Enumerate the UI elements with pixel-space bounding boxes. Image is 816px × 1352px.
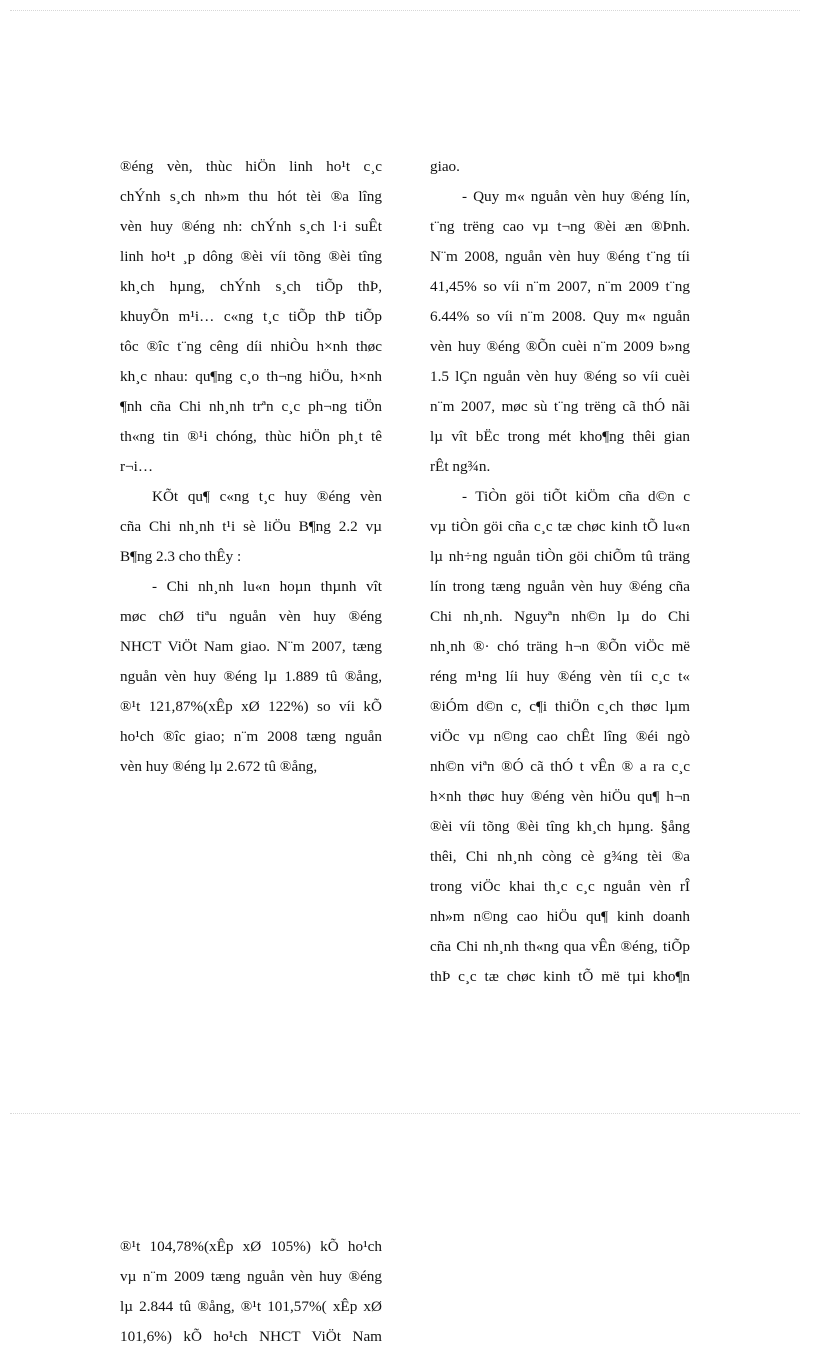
paragraph-target-continued (120, 1232, 382, 1352)
text-line: rÊt ng¾n. (430, 458, 491, 475)
paragraph-savings-deposits (430, 482, 690, 992)
text-line: vèn huy ®éng lµ 2.672 tû ®ång, (120, 758, 318, 775)
text-line: trong viÖc khai th¸c c¸c nguån vèn rÎ (430, 878, 690, 895)
paragraph-funding-policy (120, 152, 382, 482)
text-line: chÝnh s¸ch nh»m thu hót tèi ®a lîng (120, 188, 382, 205)
text-line: N¨m 2008, nguån vèn huy ®éng t¨ng tíi (430, 248, 690, 265)
text-line: Chi nh¸nh. Nguyªn nh©n lµ do Chi (430, 608, 690, 625)
text-line: 1.5 lÇn nguån vèn huy ®éng so víi cuèi (430, 368, 690, 385)
text-line: ®iÓm d©n c, c¶i thiÖn c¸ch thøc lµm (430, 698, 690, 715)
text-line: cña Chi nh¸nh t¹i sè liÖu B¶ng 2.2 vµ (120, 518, 382, 535)
text-line: vµ tiÒn göi cña c¸c tæ chøc kinh tÕ lu«n (430, 518, 690, 535)
text-line: B¶ng 2.3 cho thÊy : (120, 548, 242, 565)
text-line: - Chi nh¸nh lu«n hoµn thµnh vît (152, 578, 382, 595)
text-line: lµ vît bËc trong mét kho¶ng thêi gian (430, 428, 690, 445)
text-line: kh¸ch hµng, chÝnh s¸ch tiÕp thÞ, (120, 278, 382, 295)
text-line: ®¹t 121,87%(xÊp xØ 122%) so víi kÕ (120, 698, 382, 715)
text-line: tôc ®îc t¨ng cêng díi nhiÒu h×nh thøc (120, 338, 382, 355)
text-line: vèn huy ®éng ®Õn cuèi n¨m 2009 b»ng (430, 338, 690, 355)
text-line: ®èi víi tõng ®èi tîng kh¸ch hµng. §ång (430, 818, 690, 835)
blank-gap (120, 782, 382, 1232)
text-line: - TiÒn göi tiÕt kiÖm cña d©n c (462, 488, 690, 505)
text-line: t¨ng trëng cao vµ t¬ng ®èi æn ®Þnh. (430, 218, 690, 235)
text-line: ho¹ch ®îc giao; n¨m 2008 tæng nguån (120, 728, 382, 745)
text-line: KÕt qu¶ c«ng t¸c huy ®éng vèn (152, 488, 382, 505)
text-line: r¬i… (120, 458, 154, 475)
text-line: giao. (430, 158, 460, 175)
text-line: n¨m 2007, møc sù t¨ng trëng cã thÓ nãi (430, 398, 690, 415)
text-line: vèn huy ®éng nh: chÝnh s¸ch l·i suÊt (120, 218, 382, 235)
paragraph-target-achievement (120, 572, 382, 782)
paragraph-continuation (430, 152, 690, 182)
text-line: viÖc vµ n©ng cao chÊt lîng ®éi ngò (430, 728, 690, 745)
right-column (430, 152, 690, 992)
text-line: thÞ c¸c tæ chøc kinh tÕ më tµi kho¶n (430, 968, 690, 985)
text-line: nguån vèn huy ®éng lµ 1.889 tû ®ång, (120, 668, 382, 685)
text-line: lµ nh÷ng nguån tiÒn göi chiÕm tû träng (430, 548, 690, 565)
text-line: møc chØ tiªu nguån vèn huy ®éng (120, 608, 382, 625)
text-line: th«ng tin ®¹i chóng, thùc hiÖn ph¸t tê (120, 428, 382, 445)
text-line: vµ n¨m 2009 tæng nguån vèn huy ®éng (120, 1268, 382, 1285)
text-line: 101,6%) kÕ ho¹ch NHCT ViÖt Nam (120, 1328, 382, 1345)
text-line: lµ 2.844 tû ®ång, ®¹t 101,57%( xÊp xØ (120, 1298, 382, 1315)
text-line: linh ho¹t ¸p dông ®èi víi tõng ®èi tîng (120, 248, 382, 265)
text-line: khuyÕn m¹i… c«ng t¸c tiÕp thÞ tiÕp (120, 308, 382, 325)
text-line: 41,45% so víi n¨m 2007, n¨m 2009 t¨ng (430, 278, 690, 295)
text-line: 6.44% so víi n¨m 2008. Quy m« nguån (430, 308, 690, 325)
paragraph-results-intro (120, 482, 382, 572)
text-line: h×nh thøc huy ®éng vèn hiÖu qu¶ h¬n (430, 788, 690, 805)
paragraph-scale-growth (430, 182, 690, 482)
text-line: NHCT ViÖt Nam giao. N¨m 2007, tæng (120, 638, 382, 655)
left-column (120, 152, 382, 1352)
text-line: nh©n viªn ®Ó cã thÓ t vÊn ® a ra c¸c (430, 758, 690, 775)
text-line: ®¹t 104,78%(xÊp xØ 105%) kÕ ho¹ch (120, 1238, 382, 1255)
text-line: thêi, Chi nh¸nh còng cè g¾ng tèi ®a (430, 848, 690, 865)
text-line: ¶nh cña Chi nh¸nh trªn c¸c ph¬ng tiÖn (120, 398, 382, 415)
text-line: réng m¹ng líi huy ®éng vèn tíi c¸c t« (430, 668, 690, 685)
text-line: ®éng vèn, thùc hiÖn linh ho¹t c¸c (120, 158, 382, 175)
text-line: nh»m n©ng cao hiÖu qu¶ kinh doanh (430, 908, 690, 925)
text-line: cña Chi nh¸nh th«ng qua vÊn ®éng, tiÕp (430, 938, 690, 955)
text-line: nh¸nh ®· chó träng h¬n ®Õn viÖc më (430, 638, 690, 655)
text-line: - Quy m« nguån vèn huy ®éng lín, (462, 188, 690, 205)
text-line: lín trong tæng nguån vèn huy ®éng cña (430, 578, 690, 595)
text-line: kh¸c nhau: qu¶ng c¸o th¬ng hiÖu, h×nh (120, 368, 382, 385)
